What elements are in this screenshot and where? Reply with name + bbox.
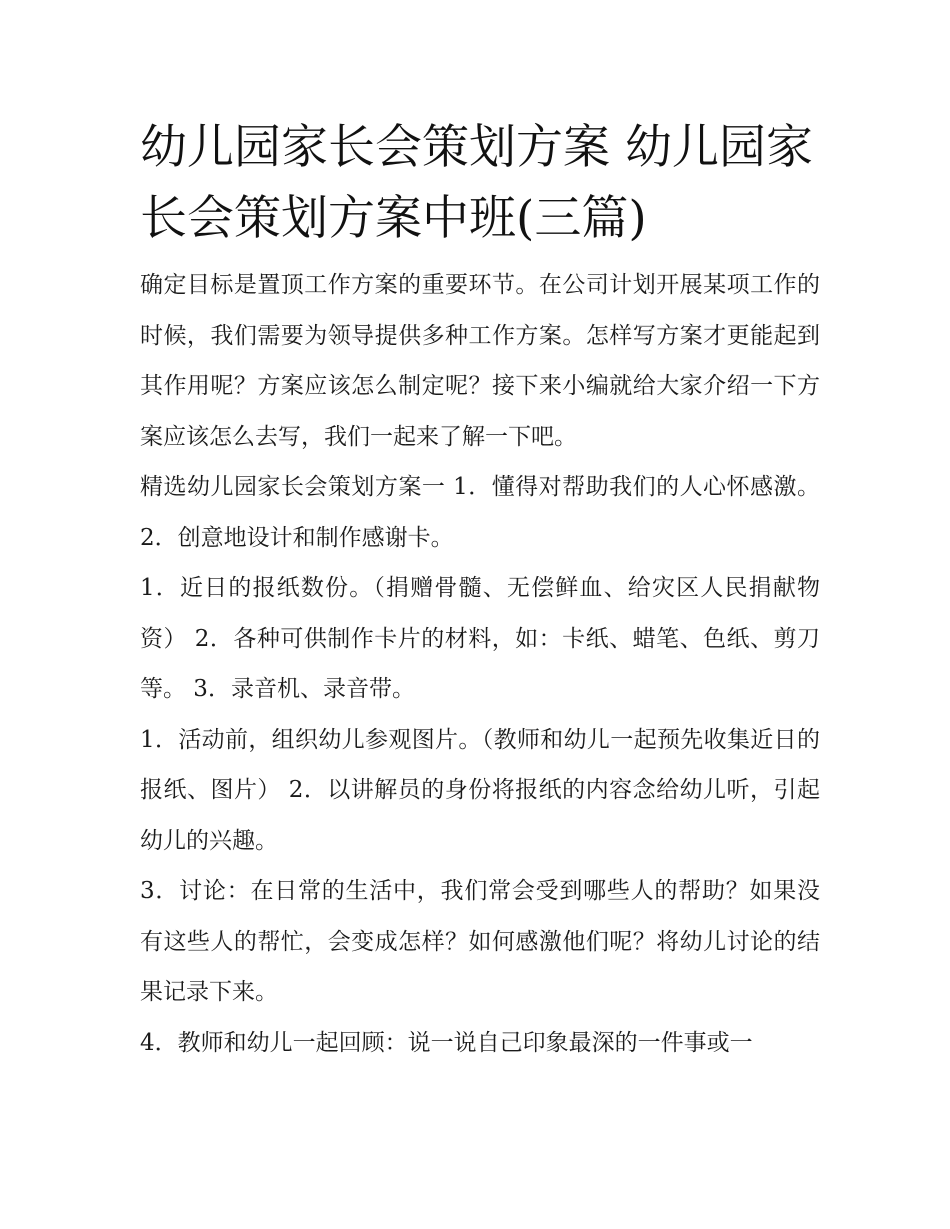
document-title: 幼儿园家长会策划方案 幼儿园家长会策划方案中班(三篇) <box>140 120 813 246</box>
paragraph-intro: 确定目标是置顶工作方案的重要环节。在公司计划开展某项工作的时候，我们需要为领导提供多种工作方案。怎样写方案才更能起到其作用呢？方案应该怎么制定呢？接下来小编就给大家介绍一下方案应该怎么去写，我们一起来了解一下吧。 <box>140 272 820 450</box>
paragraph-materials: 1．近日的报纸数份。（捐赠骨髓、无偿鲜血、给灾区人民捐献物资） 2．各种可供制作卡片的材料，如：卡纸、蜡笔、色纸、剪刀等。 3．录音机、录音带。 <box>140 575 820 702</box>
document-body <box>140 112 820 1068</box>
paragraph-discussion: 3．讨论：在日常的生活中，我们常会受到哪些人的帮助？如果没有这些人的帮忙，会变成怎样？如何感激他们呢？将幼儿讨论的结果记录下来。 <box>140 878 820 1005</box>
paragraph-plan-one-goals: 精选幼儿园家长会策划方案一 1．懂得对帮助我们的人心怀感激。 2．创意地设计和制作感谢卡。 <box>140 474 820 551</box>
paragraph-activity-steps: 1．活动前，组织幼儿参观图片。（教师和幼儿一起预先收集近日的报纸、图片） 2．以讲解员的身份将报纸的内容念给幼儿听，引起幼儿的兴趣。 <box>140 726 820 854</box>
paragraph-review: 4．教师和幼儿一起回顾：说一说自己印象最深的一件事或一 <box>140 1029 753 1056</box>
